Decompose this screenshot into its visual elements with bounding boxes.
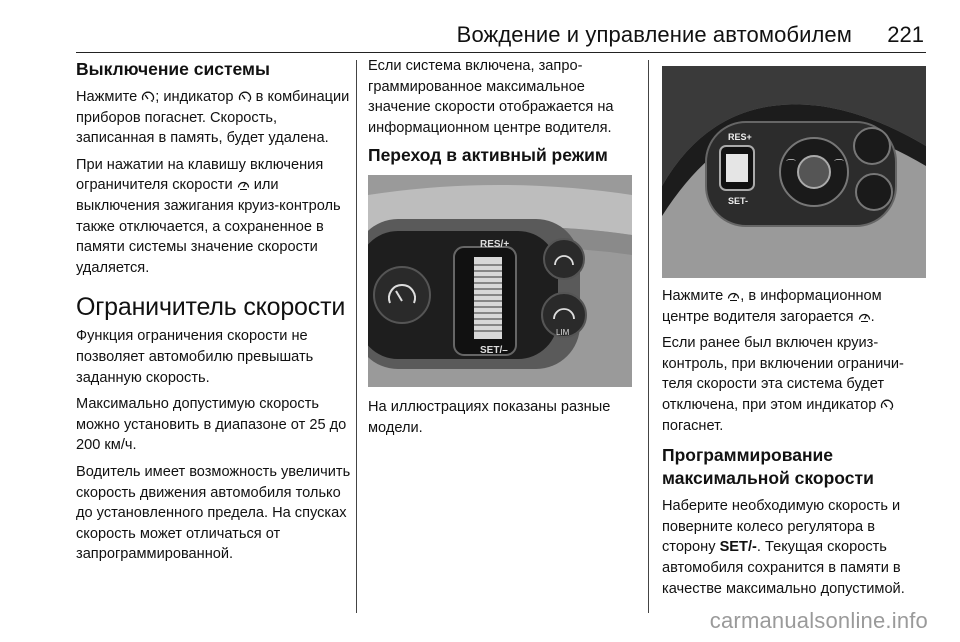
distance-button	[854, 128, 890, 164]
cruise-on-button	[544, 239, 584, 279]
column-right	[662, 56, 928, 605]
paragraph-display-info: Если система включена, запрограммированное максимальное значение скорости отображается на информационном центре водителя.	[368, 58, 614, 136]
watermark: carmanualsonline.info	[709, 608, 928, 633]
paragraph-limiter-key	[76, 155, 352, 279]
lim-label: LIM	[556, 328, 570, 338]
cruise-control-icon	[880, 398, 894, 411]
text-segment: Наберите необходимую скорость и поверните колесо регулятора в сторону	[662, 498, 901, 556]
set-label: SET-	[728, 196, 749, 206]
text-segment: ; индикатор	[155, 89, 238, 105]
paragraph-press-off	[76, 87, 352, 149]
steering-wheel-controls-figure-1	[368, 175, 632, 387]
page-number: 221	[887, 22, 924, 47]
speed-limiter-icon	[727, 289, 740, 302]
steering-wheel-controls-figure-2	[662, 66, 926, 278]
speed-limiter-icon: ⌒	[834, 160, 844, 171]
heading-speed-limiter: Ограничитель скорости	[76, 293, 346, 322]
text-segment: Нажмите	[76, 89, 142, 105]
paragraph-limiter-function: Функция ограничения скорости не позволяет автомобилю превышать заданную скорость.	[76, 328, 314, 386]
text-segment: Нажмите	[662, 288, 728, 304]
paragraph-press-limiter	[662, 286, 928, 327]
thumbwheel	[474, 257, 502, 339]
column-divider-left	[356, 60, 357, 613]
text-segment: При нажатии на клавишу включения ограничителя скорости	[76, 156, 324, 194]
page-header-title: Вождение и управление автомобилем	[456, 22, 852, 47]
thumbwheel-face	[726, 154, 748, 182]
column-divider-right	[648, 60, 649, 613]
heading-programming: Программирование максимальной скорости	[662, 445, 874, 489]
center-button	[798, 156, 830, 188]
cruise-off-button	[374, 267, 430, 323]
paragraph-max-speed-range: Максимально допустимую скорость можно установить в диапазоне от 25 до 200 км/ч.	[76, 396, 347, 454]
header-rule	[76, 52, 926, 53]
paragraph-cruise-disabled	[662, 333, 928, 436]
figure-caption: На иллюстрациях показаны разные модели.	[368, 399, 611, 436]
column-left	[76, 56, 352, 571]
limiter-button	[856, 174, 892, 210]
column-middle	[368, 56, 634, 445]
text-segment: , в информационном центре водителя загорается	[662, 288, 882, 325]
speed-limiter-icon	[237, 178, 250, 191]
res-label: RES+	[728, 132, 752, 142]
text-segment: или выключения зажигания круиз-контроль также отключается, а сохраненное в памяти системы значение скорости удаляется.	[76, 177, 341, 276]
paragraph-set-speed	[662, 496, 928, 599]
speed-limiter-icon	[858, 310, 871, 323]
text-segment: Если ранее был включен круиз-контроль, при включении ограничителя скорости эта система будет отключена, при этом индикатор	[662, 335, 904, 413]
heading-activation: Переход в активный режим	[368, 145, 608, 166]
text-segment: погаснет.	[662, 417, 724, 434]
text-segment: .	[870, 308, 875, 325]
text-segment: . Текущая скорость автомобиля сохранится в памяти в качестве максимально допустимой.	[662, 539, 905, 597]
set-button-label: SET/-	[719, 539, 757, 556]
set-label: SET/–	[480, 345, 508, 357]
cruise-control-icon: ⌒	[786, 160, 796, 171]
paragraph-driver-note: Водитель имеет возможность увеличить скорость движения автомобиля только до установленного предела. На спусках скорость может отличаться от запрограммированной.	[76, 463, 351, 563]
text-segment: в комбинации приборов погаснет. Скорость, записанная в память, будет удалена.	[76, 89, 350, 147]
heading-system-off: Выключение системы	[76, 59, 270, 79]
cruise-control-icon	[141, 90, 155, 103]
cruise-control-icon	[238, 90, 252, 103]
res-label: RES/+	[480, 239, 510, 251]
